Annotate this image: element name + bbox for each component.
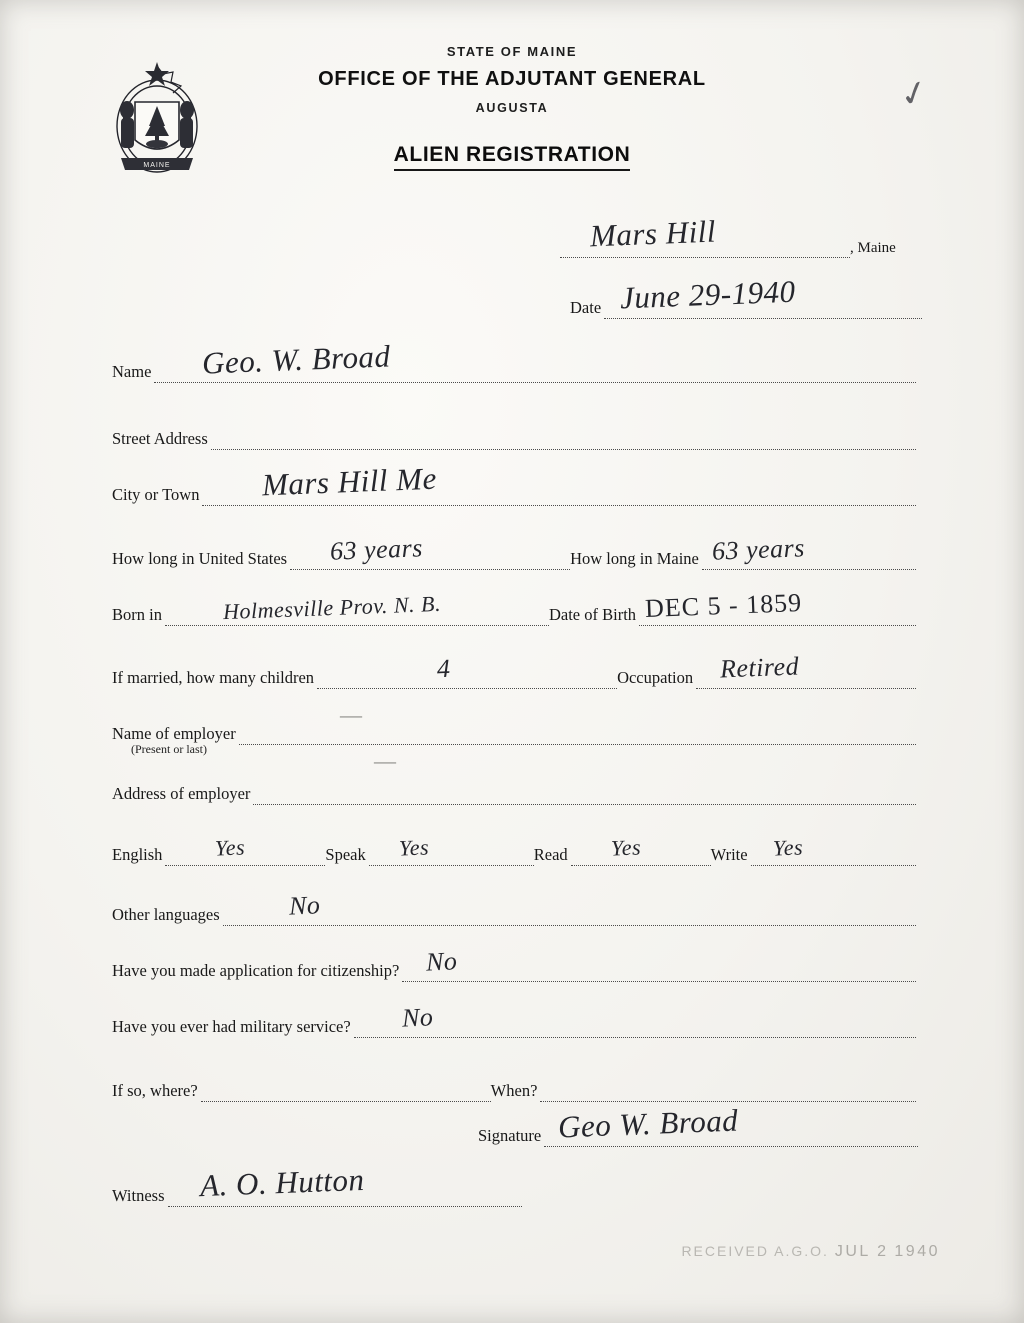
row-date [570,273,922,319]
english-input[interactable] [165,834,325,866]
witness-label: Witness [112,1186,165,1205]
when-input[interactable] [540,1084,916,1102]
street-address-label: Street Address [112,429,208,448]
row-employer-address [112,784,916,805]
citizenship-value: No [425,946,459,977]
name-input[interactable] [154,338,916,383]
street-address-input[interactable] [211,432,916,450]
military-label: Have you ever had military service? [112,1017,351,1036]
page-title: ALIEN REGISTRATION [394,143,631,171]
row-name [112,338,916,383]
write-value: Yes [772,834,804,861]
city-label: City or Town [112,485,200,504]
date-label: Date [570,298,602,317]
military-input[interactable] [354,1002,916,1038]
employer-label: Name of employer [112,724,236,743]
speak-label: Speak [325,845,366,864]
row-city [112,460,916,506]
row-english [112,834,916,866]
row-place [560,213,916,258]
occupation-label: Occupation [617,668,694,687]
received-stamp [681,1243,940,1261]
header-city: AUGUSTA [475,101,549,115]
born-in-label: Born in [112,605,162,624]
row-military [112,1002,916,1038]
children-input[interactable] [317,653,617,689]
header-office: OFFICE OF THE ADJUTANT GENERAL [318,68,706,90]
row-born-in [112,587,916,626]
row-witness [112,1161,522,1207]
witness-input[interactable] [168,1161,523,1207]
occupation-input[interactable] [696,651,916,689]
how-long-us-value: 63 years [329,533,424,566]
stray-pencil-mark-lower: — [374,748,396,773]
received-stamp-date: JUL 2 [834,1243,889,1260]
speak-value: Yes [398,834,430,861]
dob-label: Date of Birth [548,605,637,624]
witness-value: A. O. Hutton [198,1161,365,1204]
how-long-me-label: How long in Maine [570,549,699,568]
place-state-suffix: , Maine [850,240,896,256]
row-children [112,651,916,689]
english-value: Yes [214,834,246,861]
check-mark-icon: ✓ [895,72,933,117]
city-value: Mars Hill Me [261,460,438,503]
date-input[interactable] [604,273,922,319]
stray-pencil-mark-upper: — [340,702,362,727]
dob-value: DEC 5 - 1859 [644,587,803,624]
born-in-input[interactable] [165,590,549,626]
row-citizenship [112,946,916,982]
citizenship-label: Have you made application for citizenship? [112,961,400,980]
name-value: Geo. W. Broad [201,338,392,381]
other-languages-value: No [288,890,321,921]
how-long-us-label: How long in United States [112,549,288,568]
signature-input[interactable] [544,1102,918,1147]
read-label: Read [533,845,568,864]
other-languages-input[interactable] [223,890,916,926]
write-input[interactable] [751,834,916,866]
row-employer [112,724,916,745]
how-long-me-input[interactable] [702,533,916,570]
citizenship-input[interactable] [402,946,916,982]
row-how-long-us [112,533,916,570]
children-label: If married, how many children [112,668,315,687]
if-so-where-input[interactable] [201,1084,491,1102]
how-long-us-input[interactable] [290,533,570,570]
place-value: Mars Hill [589,213,717,254]
employer-input[interactable] [239,727,916,745]
received-stamp-year: 1940 [894,1243,940,1260]
city-input[interactable] [202,460,916,506]
born-in-value: Holmesville Prov. N. B. [222,590,442,625]
read-value: Yes [610,834,642,861]
employer-address-input[interactable] [253,787,916,805]
other-languages-label: Other languages [112,905,220,924]
read-input[interactable] [571,834,711,866]
header-state: STATE OF MAINE [446,44,578,59]
children-value: 4 [436,653,452,684]
svg-text:MAINE: MAINE [143,162,171,169]
speak-input[interactable] [369,834,534,866]
signature-label: Signature [478,1126,542,1145]
employer-sub-label: (Present or last) [131,742,207,756]
if-so-where-label: If so, where? [112,1081,198,1100]
military-value: No [401,1002,434,1033]
write-label: Write [710,845,748,864]
row-if-so-where [112,1081,916,1102]
received-stamp-text: RECEIVED A.G.O. [681,1243,829,1259]
row-other-languages [112,890,916,926]
row-signature [478,1102,918,1147]
place-input[interactable] [560,213,850,258]
occupation-value: Retired [719,651,800,684]
dob-input[interactable] [639,587,916,626]
name-label: Name [112,362,152,381]
when-label: When? [490,1081,538,1100]
row-street-address [112,429,916,450]
how-long-me-value: 63 years [711,533,806,566]
date-value: June 29-1940 [619,273,797,316]
signature-value: Geo W. Broad [557,1102,740,1145]
english-label: English [112,845,163,864]
employer-address-label: Address of employer [112,784,251,803]
